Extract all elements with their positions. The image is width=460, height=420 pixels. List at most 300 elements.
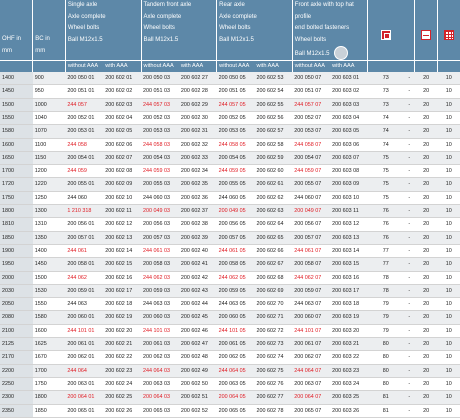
part-number-cell: 200 603 06 [330, 138, 368, 151]
part-number-cell: 200 603 04 [330, 111, 368, 124]
weight-icon[interactable] [381, 30, 391, 40]
part-number-cell: 200 602 18 [103, 298, 141, 311]
part-number-cell: 200 602 16 [103, 271, 141, 284]
part-number-cell: 200 602 73 [254, 338, 292, 351]
dash-cell: - [404, 231, 415, 244]
part-number-cell: 244 057 07 [292, 98, 330, 111]
dash-cell: - [404, 244, 415, 257]
weight-cell: 75 [368, 151, 404, 164]
part-number-cell: 200 602 25 [103, 391, 141, 404]
qty-cell: 20 [415, 205, 437, 218]
part-number-cell: 200 603 11 [330, 205, 368, 218]
part-number-cell: 200 602 13 [103, 231, 141, 244]
part-number-cell: 200 054 01 [65, 151, 103, 164]
table-row [0, 205, 460, 218]
part-number-cell: 200 603 01 [330, 72, 368, 85]
part-number-cell: 200 053 03 [141, 125, 179, 138]
table-row [0, 125, 460, 138]
part-number-cell: 244 060 05 [217, 191, 255, 204]
dash-cell: - [404, 125, 415, 138]
ohf-cell: 2000 [0, 271, 33, 284]
part-number-cell: 200 061 03 [141, 338, 179, 351]
weight-cell: 74 [368, 125, 404, 138]
part-number-cell: 200 603 09 [330, 178, 368, 191]
part-number-cell: 200 059 01 [65, 284, 103, 297]
bc-cell: 1580 [33, 311, 66, 324]
part-number-cell: 244 059 07 [292, 165, 330, 178]
dash-cell: - [404, 338, 415, 351]
part-number-cell: 200 060 03 [141, 311, 179, 324]
empty-subheader [404, 61, 415, 73]
part-number-cell: 200 062 07 [292, 351, 330, 364]
part-number-cell: 200 056 03 [141, 218, 179, 231]
part-number-cell: 200 602 64 [254, 218, 292, 231]
empty-subheader [437, 61, 460, 73]
ohf-cell: 2170 [0, 351, 33, 364]
bc-cell: 1550 [33, 298, 66, 311]
ohf-cell: 1750 [0, 191, 33, 204]
part-number-cell: 244 063 07 [292, 298, 330, 311]
table-row [0, 191, 460, 204]
part-number-cell: 244 063 05 [217, 298, 255, 311]
weight-header [368, 0, 404, 61]
qty-cell: 10 [437, 72, 460, 85]
table-row [0, 338, 460, 351]
qty-cell: 20 [415, 98, 437, 111]
qty-cell: 10 [437, 271, 460, 284]
weight-cell: 76 [368, 205, 404, 218]
part-number-cell: 200 602 10 [103, 191, 141, 204]
qty-cell: 10 [437, 324, 460, 337]
qty-cell: 10 [437, 351, 460, 364]
part-number-cell: 200 602 28 [179, 85, 217, 98]
part-number-cell: 200 603 21 [330, 338, 368, 351]
weight-cell: 74 [368, 138, 404, 151]
front-axle-top-hat-header: Front axle with top hat profile end bolted fasteners Wheel bolts Ball M12x1.5 [292, 0, 368, 61]
qty-cell: 20 [415, 258, 437, 271]
part-number-cell: 200 603 08 [330, 165, 368, 178]
qty-cell: 20 [415, 165, 437, 178]
bc-unit-cell [33, 61, 66, 73]
part-number-cell: 200 053 05 [217, 125, 255, 138]
ohf-cell: 1850 [0, 231, 33, 244]
part-number-cell: 200 055 03 [141, 178, 179, 191]
dash-cell: - [404, 298, 415, 311]
part-number-cell: 244 064 05 [217, 364, 255, 377]
dimension-icon[interactable] [421, 30, 431, 40]
qty-cell: 20 [415, 311, 437, 324]
with-aaa-label: with AAA [254, 61, 292, 73]
weight-cell: 76 [368, 231, 404, 244]
part-number-cell: 200 603 17 [330, 284, 368, 297]
qty-cell: 20 [415, 284, 437, 297]
part-number-cell: 244 064 [65, 364, 103, 377]
table-row [0, 244, 460, 257]
dash-cell: - [404, 404, 415, 417]
qty-cell: 10 [437, 165, 460, 178]
part-number-cell: 200 602 33 [179, 151, 217, 164]
part-number-cell: 200 602 74 [254, 351, 292, 364]
weight-cell: 80 [368, 377, 404, 390]
part-number-cell: 200 603 02 [330, 85, 368, 98]
part-number-cell: 200 058 01 [65, 258, 103, 271]
qty-cell: 20 [415, 298, 437, 311]
ohf-cell: 2125 [0, 338, 33, 351]
rear-axle-header: Rear axle Axle complete Wheel bolts Ball M12x1.5 [217, 0, 293, 61]
qty-cell: 20 [415, 125, 437, 138]
table-row [0, 271, 460, 284]
part-number-cell: 200 602 30 [179, 111, 217, 124]
bc-cell: 1220 [33, 178, 66, 191]
bc-cell: 1150 [33, 151, 66, 164]
part-number-cell: 200 602 12 [103, 218, 141, 231]
bc-cell: 1850 [33, 404, 66, 417]
part-number-cell: 200 051 03 [141, 85, 179, 98]
table-row [0, 231, 460, 244]
part-number-cell: 200 602 19 [103, 311, 141, 324]
part-number-cell: 200 602 03 [103, 98, 141, 111]
bc-cell: 1700 [33, 364, 66, 377]
table-row [0, 85, 460, 98]
tandem-front-axle-header: Tandem front axle Axle complete Wheel bolts Ball M12x1.5 [141, 0, 217, 61]
ohf-cell: 2250 [0, 377, 33, 390]
part-number-cell: 200 059 03 [141, 284, 179, 297]
part-number-cell: 200 602 45 [179, 311, 217, 324]
bc-cell: 1000 [33, 98, 66, 111]
part-number-cell: 200 602 41 [179, 258, 217, 271]
part-number-cell: 200 602 71 [254, 311, 292, 324]
without-aaa-label: without AAA [217, 61, 255, 73]
part-number-cell: 200 052 03 [141, 111, 179, 124]
part-number-cell: 200 058 05 [217, 258, 255, 271]
bc-cell: 1600 [33, 324, 66, 337]
part-number-cell: 200 602 57 [254, 125, 292, 138]
part-number-cell: 200 064 03 [141, 391, 179, 404]
part-number-cell: 200 602 36 [179, 191, 217, 204]
qty-cell: 20 [415, 191, 437, 204]
ohf-cell: 2300 [0, 391, 33, 404]
part-number-cell: 200 603 05 [330, 125, 368, 138]
part-number-cell: 200 602 43 [179, 284, 217, 297]
part-number-cell: 200 602 47 [179, 338, 217, 351]
part-number-cell: 200 061 07 [292, 338, 330, 351]
part-number-cell: 200 602 15 [103, 258, 141, 271]
part-number-cell: 200 054 07 [292, 151, 330, 164]
part-number-cell: 200 602 69 [254, 284, 292, 297]
part-number-cell: 200 064 01 [65, 391, 103, 404]
ohf-cell: 1550 [0, 111, 33, 124]
weight-cell: 77 [368, 244, 404, 257]
qty-cell: 20 [415, 351, 437, 364]
part-number-cell: 200 602 23 [103, 364, 141, 377]
ohf-cell: 1810 [0, 218, 33, 231]
part-number-cell: 200 603 19 [330, 311, 368, 324]
part-number-cell: 200 602 72 [254, 324, 292, 337]
qty-cell: 10 [437, 311, 460, 324]
part-number-cell: 200 603 14 [330, 244, 368, 257]
ohf-cell: 2350 [0, 404, 33, 417]
part-number-cell: 200 057 05 [217, 231, 255, 244]
bc-cell: 1200 [33, 165, 66, 178]
qty-cell: 10 [437, 205, 460, 218]
ohf-cell: 1400 [0, 72, 33, 85]
part-number-cell: 200 055 05 [217, 178, 255, 191]
part-number-cell: 244 059 [65, 165, 103, 178]
part-number-cell: 200 602 29 [179, 98, 217, 111]
part-number-cell: 200 602 21 [103, 338, 141, 351]
ohf-cell: 1950 [0, 258, 33, 271]
ohf-cell: 2080 [0, 311, 33, 324]
part-number-cell: 200 602 77 [254, 391, 292, 404]
empty-subheader [368, 61, 404, 73]
part-number-cell: 200 602 09 [103, 178, 141, 191]
part-number-cell: 244 064 07 [292, 364, 330, 377]
with-aaa-label: with AAA [103, 61, 141, 73]
qty-cell: 10 [437, 231, 460, 244]
part-number-cell: 200 051 01 [65, 85, 103, 98]
part-number-cell: 200 602 24 [103, 377, 141, 390]
part-number-cell: 200 059 07 [292, 284, 330, 297]
part-number-cell: 200 051 07 [292, 85, 330, 98]
part-number-cell: 200 603 24 [330, 377, 368, 390]
dash-cell: - [404, 391, 415, 404]
dash-cell: - [404, 72, 415, 85]
part-number-cell: 200 052 01 [65, 111, 103, 124]
qty-cell: 20 [415, 111, 437, 124]
weight-cell: 74 [368, 111, 404, 124]
weight-cell: 79 [368, 324, 404, 337]
qty-cell: 20 [415, 218, 437, 231]
part-number-cell: 200 063 07 [292, 377, 330, 390]
part-number-cell: 244 061 [65, 244, 103, 257]
part-number-cell: 244 061 07 [292, 244, 330, 257]
qty-cell: 10 [437, 258, 460, 271]
part-number-cell: 200 050 01 [65, 72, 103, 85]
ohf-cell: 2100 [0, 324, 33, 337]
part-number-cell: 200 049 03 [141, 205, 179, 218]
part-number-cell: 200 602 62 [254, 191, 292, 204]
part-number-cell: 244 059 05 [217, 165, 255, 178]
qty-cell: 10 [437, 191, 460, 204]
dash-cell: - [404, 151, 415, 164]
table-row [0, 324, 460, 337]
part-number-cell: 200 602 27 [179, 72, 217, 85]
part-number-cell: 200 603 16 [330, 271, 368, 284]
table-row [0, 178, 460, 191]
ohf-cell: 1600 [0, 138, 33, 151]
qty-cell: 20 [415, 231, 437, 244]
weight-cell: 77 [368, 258, 404, 271]
weight-cell: 76 [368, 218, 404, 231]
part-number-cell: 200 061 05 [217, 338, 255, 351]
part-number-cell: 200 064 07 [292, 391, 330, 404]
qty-cell: 20 [415, 338, 437, 351]
table-row [0, 138, 460, 151]
part-number-cell: 200 602 50 [179, 377, 217, 390]
part-number-cell: 244 058 05 [217, 138, 255, 151]
bc-cell: 1400 [33, 244, 66, 257]
table-row [0, 258, 460, 271]
dash-cell: - [404, 258, 415, 271]
part-number-cell: 200 054 05 [217, 151, 255, 164]
ohf-cell: 1900 [0, 244, 33, 257]
part-number-cell: 200 060 05 [217, 311, 255, 324]
qty-cell: 20 [415, 178, 437, 191]
bc-cell: 1350 [33, 231, 66, 244]
part-number-cell: 200 602 70 [254, 298, 292, 311]
part-number-cell: 200 065 05 [217, 404, 255, 417]
qty-cell: 10 [437, 138, 460, 151]
table-row [0, 151, 460, 164]
part-number-cell: 200 602 04 [103, 111, 141, 124]
table-row [0, 351, 460, 364]
qty-cell: 20 [415, 324, 437, 337]
weight-cell: 79 [368, 311, 404, 324]
part-number-cell: 200 602 56 [254, 111, 292, 124]
qty-cell: 10 [437, 244, 460, 257]
part-number-cell: 200 602 34 [179, 165, 217, 178]
part-number-cell: 200 602 75 [254, 364, 292, 377]
part-number-cell: 200 056 01 [65, 218, 103, 231]
qty-cell: 10 [437, 98, 460, 111]
spacer-header [404, 0, 415, 61]
grid-header [437, 0, 460, 61]
part-number-cell: 200 065 07 [292, 404, 330, 417]
dash-cell: - [404, 271, 415, 284]
part-number-cell: 200 603 18 [330, 298, 368, 311]
part-number-cell: 200 603 03 [330, 98, 368, 111]
grid-icon[interactable] [444, 30, 454, 40]
part-number-cell: 200 603 23 [330, 364, 368, 377]
dash-cell: - [404, 191, 415, 204]
qty-cell: 10 [437, 178, 460, 191]
weight-cell: 81 [368, 391, 404, 404]
ohf-cell: 2050 [0, 298, 33, 311]
part-number-cell: 200 602 01 [103, 72, 141, 85]
bc-cell: 1040 [33, 111, 66, 124]
part-number-cell: 200 603 20 [330, 324, 368, 337]
part-number-cell: 200 602 38 [179, 218, 217, 231]
part-number-cell: 244 058 [65, 138, 103, 151]
part-number-cell: 244 057 03 [141, 98, 179, 111]
part-number-cell: 244 059 03 [141, 165, 179, 178]
dash-cell: - [404, 364, 415, 377]
qty-cell: 20 [415, 244, 437, 257]
part-number-cell: 200 602 51 [179, 391, 217, 404]
weight-cell: 73 [368, 98, 404, 111]
weight-cell: 75 [368, 178, 404, 191]
dimension-header [415, 0, 437, 61]
qty-cell: 20 [415, 72, 437, 85]
part-number-cell: 244 058 07 [292, 138, 330, 151]
dash-cell: - [404, 284, 415, 297]
part-number-cell: 200 064 05 [217, 391, 255, 404]
weight-cell: 78 [368, 284, 404, 297]
ball-option-button[interactable] [334, 46, 348, 60]
weight-cell: 79 [368, 298, 404, 311]
part-number-cell: 244 062 [65, 271, 103, 284]
part-number-cell: 200 602 32 [179, 138, 217, 151]
part-number-cell: 200 053 01 [65, 125, 103, 138]
part-number-cell: 200 602 58 [254, 138, 292, 151]
table-row [0, 98, 460, 111]
part-number-cell: 200 602 46 [179, 324, 217, 337]
with-aaa-label: with AAA [330, 61, 368, 73]
part-number-cell: 200 602 02 [103, 85, 141, 98]
part-number-cell: 244 101 05 [217, 324, 255, 337]
bc-header: BC in mm [33, 0, 66, 61]
qty-cell: 10 [437, 377, 460, 390]
without-aaa-label: without AAA [65, 61, 103, 73]
bc-cell: 1070 [33, 125, 66, 138]
dash-cell: - [404, 377, 415, 390]
ohf-cell: 1580 [0, 125, 33, 138]
bc-cell: 950 [33, 85, 66, 98]
part-number-cell: 200 055 01 [65, 178, 103, 191]
table-row [0, 311, 460, 324]
table-row [0, 284, 460, 297]
part-number-cell: 200 603 15 [330, 258, 368, 271]
bc-cell: 1530 [33, 284, 66, 297]
qty-cell: 10 [437, 125, 460, 138]
part-number-cell: 200 060 01 [65, 311, 103, 324]
qty-cell: 10 [437, 151, 460, 164]
without-aaa-label: without AAA [292, 61, 330, 73]
part-number-cell: 244 057 [65, 98, 103, 111]
dash-cell: - [404, 98, 415, 111]
part-number-cell: 244 101 01 [65, 324, 103, 337]
weight-cell: 75 [368, 165, 404, 178]
ohf-cell: 1720 [0, 178, 33, 191]
part-number-cell: 200 602 48 [179, 351, 217, 364]
part-number-cell: 200 059 05 [217, 284, 255, 297]
qty-cell: 10 [437, 364, 460, 377]
part-number-cell: 200 603 22 [330, 351, 368, 364]
without-aaa-label: without AAA [141, 61, 179, 73]
dash-cell: - [404, 178, 415, 191]
part-number-cell: 200 602 67 [254, 258, 292, 271]
dash-cell: - [404, 218, 415, 231]
weight-cell: 80 [368, 364, 404, 377]
part-number-cell: 244 063 03 [141, 298, 179, 311]
part-number-cell: 1 210 318 [65, 205, 103, 218]
part-number-cell: 200 063 05 [217, 377, 255, 390]
part-number-cell: 200 050 05 [217, 72, 255, 85]
part-number-cell: 200 602 68 [254, 271, 292, 284]
part-number-cell: 200 060 07 [292, 311, 330, 324]
dash-cell: - [404, 205, 415, 218]
part-number-cell: 200 602 08 [103, 165, 141, 178]
qty-cell: 20 [415, 85, 437, 98]
part-number-cell: 200 058 03 [141, 258, 179, 271]
part-number-cell: 200 602 42 [179, 271, 217, 284]
weight-cell: 78 [368, 271, 404, 284]
part-number-cell: 200 602 35 [179, 178, 217, 191]
part-number-cell: 200 602 20 [103, 324, 141, 337]
part-number-cell: 244 062 05 [217, 271, 255, 284]
weight-cell: 73 [368, 72, 404, 85]
bc-cell: 1450 [33, 258, 66, 271]
qty-cell: 20 [415, 391, 437, 404]
part-number-cell: 200 603 07 [330, 151, 368, 164]
part-number-cell: 244 101 03 [141, 324, 179, 337]
part-number-cell: 200 602 37 [179, 205, 217, 218]
table-row [0, 377, 460, 390]
part-number-cell: 200 602 65 [254, 231, 292, 244]
part-number-cell: 200 602 59 [254, 151, 292, 164]
table-row [0, 111, 460, 124]
part-number-cell: 200 603 13 [330, 231, 368, 244]
